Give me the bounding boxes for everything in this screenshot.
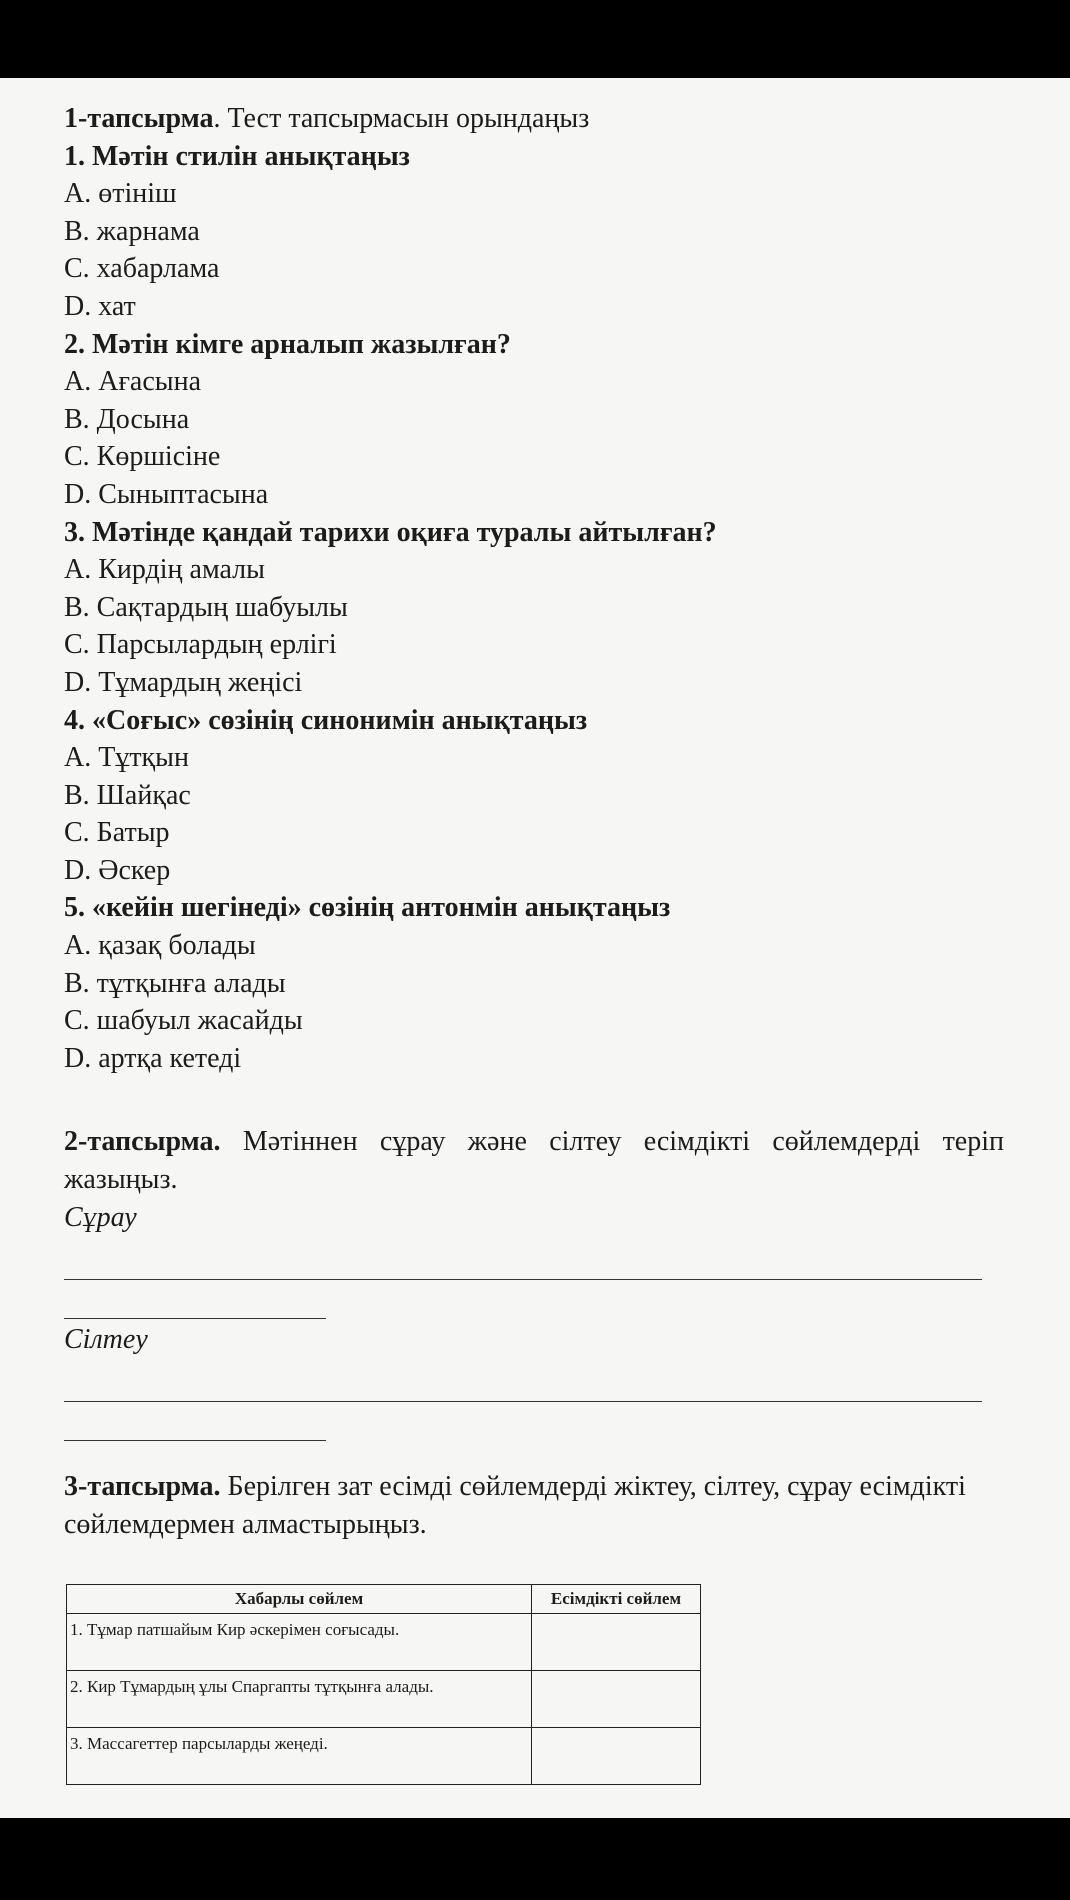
task3-text: Берілген зат есімді сөйлемдерді жіктеу, сілтеу, сұрау есімдікті сөйлемдермен алмастырыңыз. [64,1471,966,1540]
answer-option: B. Шайқас [64,779,191,811]
answer-line[interactable] [64,1440,326,1441]
answer-option: B. Сақтардың шабуылы [64,591,348,623]
task1-section [64,100,1004,1077]
answer-option: B. Досына [64,403,190,435]
task3-title-bold: 3-тапсырма. [64,1471,221,1502]
task2-text: Мәтіннен сұрау және сілтеу есімдікті сөйлемдерді теріп жазыңыз. [64,1126,1004,1195]
answer-option: B. тұтқынға алады [64,967,286,999]
answer-cell[interactable] [532,1671,701,1728]
table-header-row [67,1585,701,1614]
task1-title-bold: 1-тапсырма [64,103,214,134]
answer-space [64,1359,1004,1401]
question-5 [64,889,1004,1077]
task2-section [64,1123,1004,1441]
answer-label-demonstrative: Сілтеу [64,1324,148,1355]
question-text: 4. «Соғыс» сөзінің синонимін анықтаңыз [64,704,588,736]
answer-space [64,1280,1004,1318]
answer-option: A. қазақ болады [64,930,256,962]
answer-cell[interactable] [532,1728,701,1785]
worksheet-page [0,78,1070,1818]
answer-option: C. Батыр [64,817,170,849]
answer-option: C. Парсылардың ерлігі [64,629,337,661]
answer-space [64,1402,1004,1440]
sentence-table [66,1584,701,1785]
table-cell: 1. Тұмар патшайым Кир әскерімен соғысады. [67,1614,532,1671]
answer-option: D. хат [64,290,136,322]
table-header: Хабарлы сөйлем [67,1585,532,1614]
question-text: 2. Мәтін кімге арналып жазылған? [64,328,511,360]
answer-option: D. Әскер [64,854,171,886]
question-4 [64,702,1004,890]
table-cell: 2. Кир Тұмардың ұлы Спаргапты тұтқынға алады. [67,1671,532,1728]
question-text: 5. «кейін шегінеді» сөзінің антонмін анықтаңыз [64,892,671,924]
task1-title-text: . Тест тапсырмасын орындаңыз [213,103,590,134]
table-header: Есімдікті сөйлем [532,1585,701,1614]
question-1 [64,138,1004,326]
answer-option: C. шабуыл жасайды [64,1005,303,1037]
question-text: 1. Мәтін стилін анықтаңыз [64,140,410,172]
answer-line[interactable] [64,1318,326,1319]
answer-space [64,1237,1004,1279]
answer-option: A. өтініш [64,178,177,210]
answer-option: C. хабарлама [64,253,220,285]
answer-option: D. Сыныптасына [64,478,269,510]
question-text: 3. Мәтінде қандай тарихи оқиға туралы айтылған? [64,516,717,548]
answer-option: D. артқа кетеді [64,1042,242,1074]
answer-option: B. жарнама [64,215,200,247]
question-3 [64,514,1004,702]
task2-title-bold: 2-тапсырма. [64,1126,221,1157]
task1-title [64,100,1004,138]
answer-option: A. Тұтқын [64,742,189,774]
answer-label-question: Сұрау [64,1202,137,1233]
task3-instruction [64,1468,1004,1544]
answer-option: D. Тұмардың жеңісі [64,666,303,698]
table-row [67,1614,701,1671]
table-row [67,1671,701,1728]
task3-section [64,1468,1004,1544]
answer-cell[interactable] [532,1614,701,1671]
table-row [67,1728,701,1785]
answer-option: A. Ағасына [64,366,202,398]
table-cell: 3. Массагеттер парсыларды жеңеді. [67,1728,532,1785]
task2-instruction [64,1123,1004,1199]
answer-option: C. Көршісіне [64,441,221,473]
answer-option: A. Кирдің амалы [64,554,265,586]
question-2 [64,326,1004,514]
